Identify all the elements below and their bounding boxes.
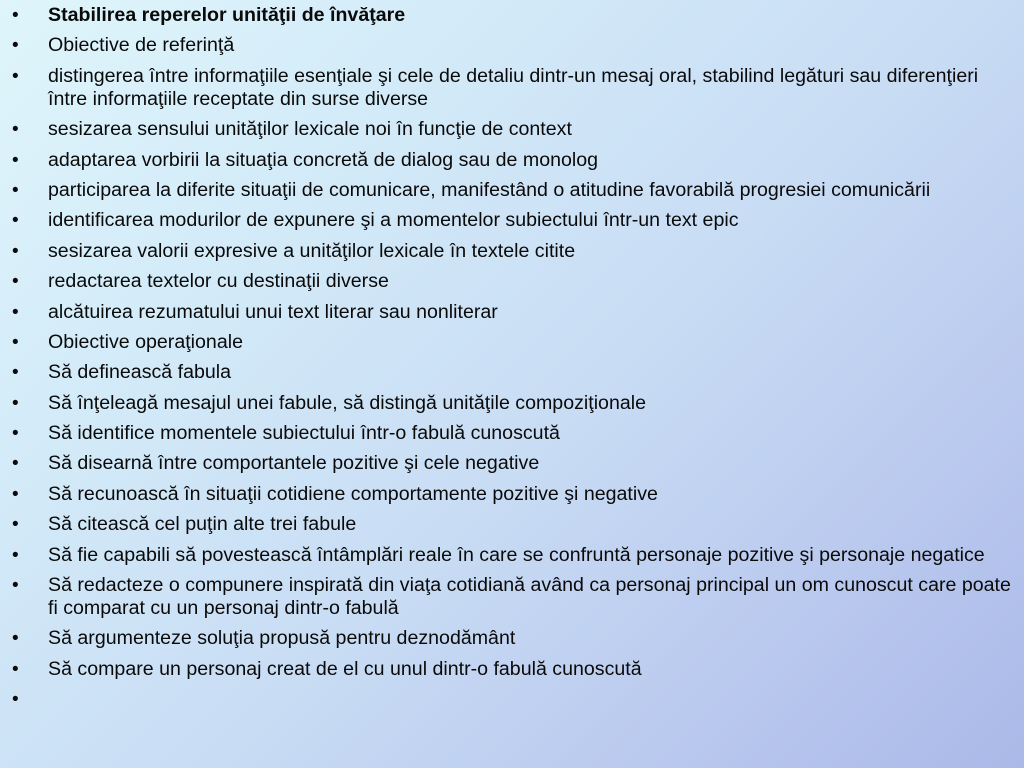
bullet-dot: • — [12, 210, 19, 232]
list-item-text: participarea la diferite situaţii de comunicare, manifestând o atitudine favorabilă progresiei comunicării — [48, 178, 931, 201]
bullet-dot: • — [12, 423, 19, 445]
list-item — [12, 452, 1012, 475]
bullet-dot: • — [12, 5, 19, 26]
bullet-dot: • — [12, 149, 19, 171]
bullet-dot: • — [12, 575, 19, 597]
bullet-dot: • — [12, 689, 19, 711]
bullet-dot: • — [12, 119, 19, 141]
bullet-dot: • — [12, 483, 19, 505]
list-item-text: Să argumenteze soluţia propusă pentru deznodământ — [48, 627, 516, 650]
list-item — [12, 513, 1012, 536]
bullet-dot: • — [12, 453, 19, 475]
list-item-text: Stabilirea reperelor unităţii de învăţare — [48, 4, 406, 26]
list-item — [12, 688, 1012, 711]
list-item-text: sesizarea sensului unităţilor lexicale noi în funcţie de context — [48, 118, 572, 141]
list-item-text: Să disearnă între comportantele pozitive şi cele negative — [48, 452, 540, 475]
bullet-dot: • — [12, 301, 19, 323]
list-item-text: redactarea textelor cu destinaţii diverse — [48, 270, 389, 293]
list-item — [12, 544, 1012, 567]
list-item-text: Să recunoască în situaţii cotidiene comportamente pozitive şi negative — [48, 482, 658, 505]
bullet-dot: • — [12, 65, 19, 87]
list-item — [12, 270, 1012, 293]
list-item-text: Obiective operaţionale — [48, 330, 243, 353]
list-item — [12, 422, 1012, 445]
bullet-dot: • — [12, 271, 19, 293]
list-item-text: Obiective de referinţă — [48, 34, 235, 57]
list-item-text: alcătuirea rezumatului unui text literar sau nonliterar — [48, 300, 498, 323]
list-item-text: distingerea între informaţiile esenţiale şi cele de detaliu dintr-un mesaj oral, stabilind legături sau diferenţieri între informaţiile receptate din surse diverse — [48, 64, 979, 110]
list-item — [12, 209, 1012, 232]
bullet-dot: • — [12, 544, 19, 566]
list-item — [12, 658, 1012, 681]
bullet-dot: • — [12, 628, 19, 650]
list-item — [12, 331, 1012, 354]
list-item-text: Să redacteze o compunere inspirată din viaţa cotidiană având ca personaj principal un om cunoscut care poate fi comparat cu un personaj dintr-o fabulă — [48, 574, 1011, 620]
bullet-dot: • — [12, 392, 19, 414]
bullet-dot: • — [12, 658, 19, 680]
bullet-dot: • — [12, 514, 19, 536]
list-item-text: sesizarea valorii expresive a unităţilor lexicale în textele citite — [48, 239, 576, 262]
list-item — [12, 483, 1012, 506]
bullet-dot: • — [12, 179, 19, 201]
list-item-text: Să fie capabili să povestească întâmplări reale în care se confruntă personaje pozitive şi personaje negatice — [48, 543, 985, 566]
list-item — [12, 627, 1012, 650]
list-item — [12, 65, 1012, 111]
list-item-text: adaptarea vorbirii la situaţia concretă de dialog sau de monolog — [48, 148, 599, 171]
list-item-text: Să identifice momentele subiectului într-o fabulă cunoscută — [48, 422, 560, 445]
list-item — [12, 574, 1012, 620]
list-item — [12, 4, 1012, 27]
list-item — [12, 392, 1012, 415]
list-item-text: Să definească fabula — [48, 361, 232, 384]
list-item-text: Să compare un personaj creat de el cu unul dintr-o fabulă cunoscută — [48, 657, 642, 680]
bullet-dot: • — [12, 362, 19, 384]
list-item-text: Să citească cel puţin alte trei fabule — [48, 513, 357, 536]
list-item — [12, 301, 1012, 324]
bullet-dot: • — [12, 35, 19, 57]
list-item — [12, 149, 1012, 172]
list-item-text: Să înţeleagă mesajul unei fabule, să distingă unităţile compoziţionale — [48, 391, 646, 414]
list-item — [12, 118, 1012, 141]
list-item — [12, 34, 1012, 57]
list-item — [12, 240, 1012, 263]
list-item-text: identificarea modurilor de expunere şi a momentelor subiectului într-un text epic — [48, 209, 739, 232]
list-item — [12, 361, 1012, 384]
bullet-list — [12, 4, 1012, 719]
list-item — [12, 179, 1012, 202]
bullet-dot: • — [12, 240, 19, 262]
bullet-dot: • — [12, 331, 19, 353]
